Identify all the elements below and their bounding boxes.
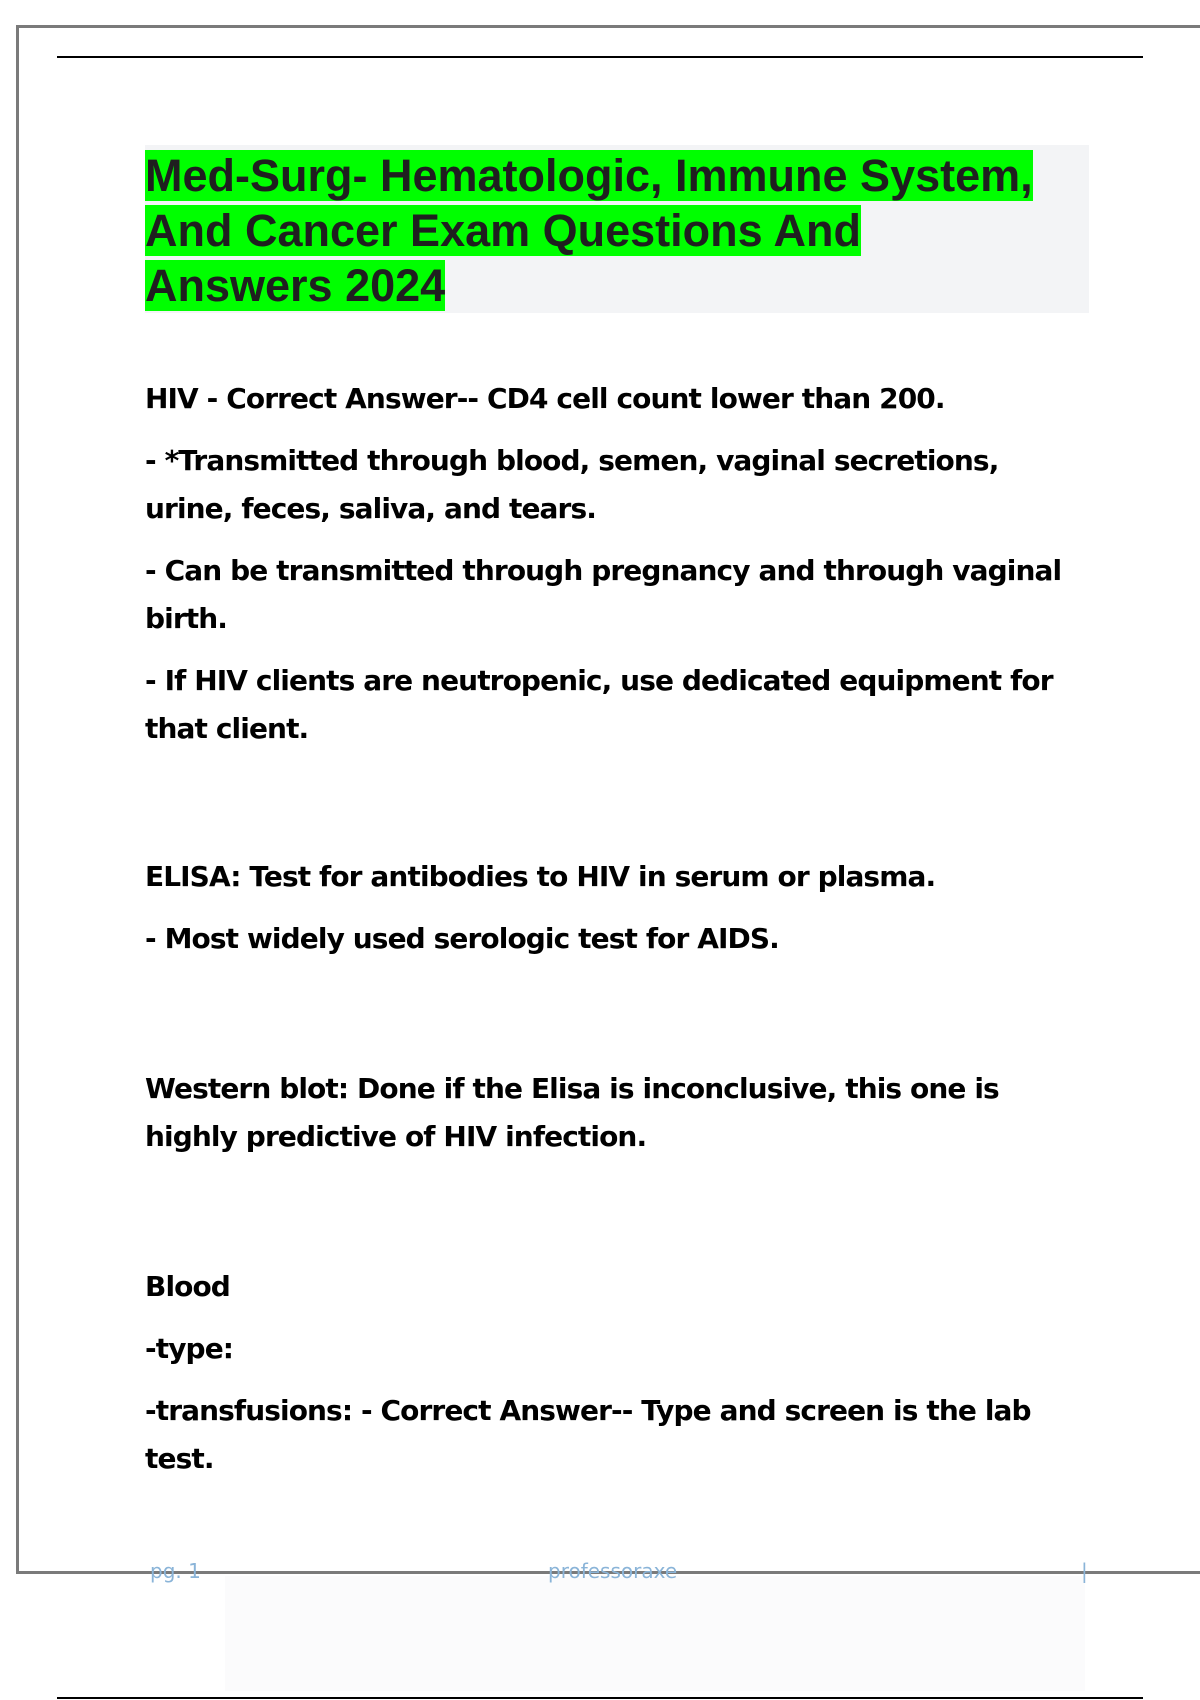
paragraph-blood: Blood: [145, 1270, 230, 1303]
paragraph-elisa: ELISA: Test for antibodies to HIV in serum or plasma.: [145, 860, 936, 893]
paragraph-elisa-note: - Most widely used serologic test for AIDS.: [145, 922, 779, 955]
paragraph-hiv-transmission: - *Transmitted through blood, semen, vaginal secretions, urine, feces, saliva, and tears.: [145, 444, 999, 525]
page-frame-top: [16, 25, 1200, 28]
paragraph-western-blot: Western blot: Done if the Elisa is inconclusive, this one is highly predictive of HIV infection.: [145, 1072, 999, 1153]
header-rule: [57, 56, 1143, 58]
paragraph-hiv-pregnancy: - Can be transmitted through pregnancy and through vaginal birth.: [145, 554, 1062, 635]
footer-shade: [225, 1576, 1085, 1691]
paragraph-transfusions: -transfusions: - Correct Answer-- Type and screen is the lab test.: [145, 1394, 1031, 1475]
document-body: [145, 375, 1085, 1483]
page-frame-left: [16, 25, 19, 1572]
paragraph-hiv-answer: HIV - Correct Answer-- CD4 cell count lower than 200.: [145, 382, 945, 415]
footer-author: professoraxe: [548, 1559, 678, 1583]
document-title: [145, 148, 1045, 313]
footer-page-label: pg. 1: [150, 1559, 201, 1583]
paragraph-hiv-neutropenic: - If HIV clients are neutropenic, use dedicated equipment for that client.: [145, 664, 1053, 745]
paragraph-type: -type:: [145, 1332, 234, 1365]
document-title-text: Med-Surg- Hematologic, Immune System, And Cancer Exam Questions And Answers 2024: [145, 150, 1033, 311]
footer-right-mark: |: [1081, 1559, 1088, 1583]
bottom-rule: [57, 1697, 1143, 1699]
